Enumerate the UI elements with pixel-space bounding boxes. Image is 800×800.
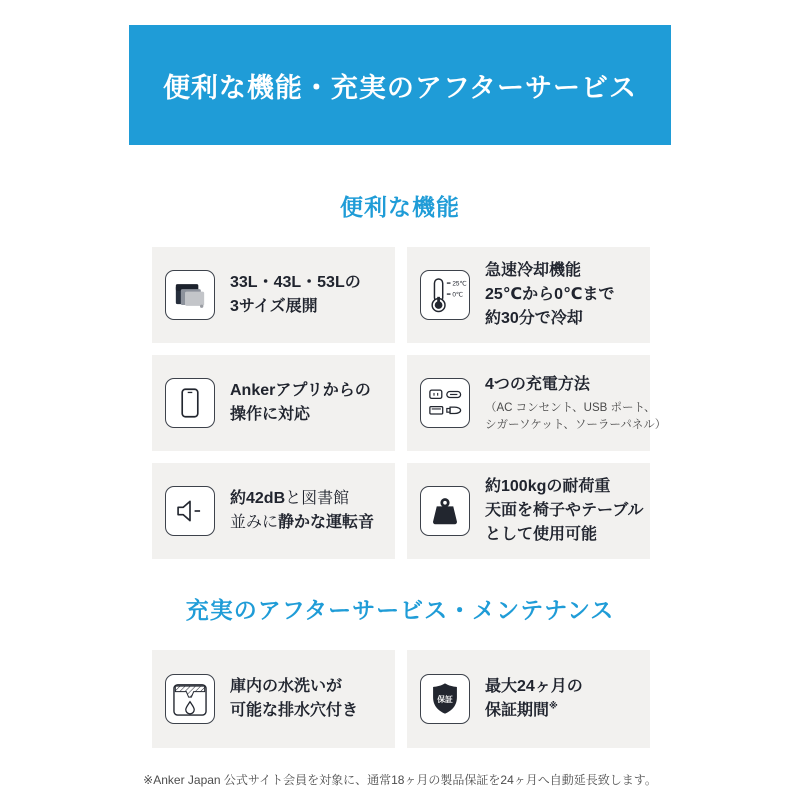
feature-card-charging xyxy=(407,355,667,451)
text-line: 可能な排水穴付き xyxy=(230,702,359,719)
text-line: 約30分で冷却 xyxy=(485,310,583,327)
quiet-library-regular: と図書館 xyxy=(285,490,350,507)
text-line: 4つの充電方法 xyxy=(485,375,590,393)
section2-title: 充実のアフターサービス・メンテナンス xyxy=(185,597,615,623)
text-line: 25℃から0℃まで xyxy=(485,286,615,303)
text-line: 3サイズ展開 xyxy=(230,298,318,315)
quiet-db-bold: 約42dB xyxy=(230,490,286,507)
feature-card-charging-text xyxy=(485,373,666,433)
text-line: Ankerアプリからの xyxy=(230,382,371,399)
feature-card-cooling xyxy=(407,247,650,343)
quiet-silent-bold: 静かな運転音 xyxy=(278,514,375,531)
charging-ports-icon xyxy=(420,378,470,428)
feature-card-load xyxy=(407,463,650,559)
header-banner xyxy=(129,25,671,145)
text-line: 庫内の水洗いが xyxy=(230,678,343,695)
text-line: 約100kgの耐荷重 xyxy=(485,478,611,495)
text-line: 最大24ヶ月の xyxy=(485,678,583,695)
speaker-icon xyxy=(165,486,215,536)
service-card-drain xyxy=(152,650,395,748)
service-card-warranty xyxy=(407,650,650,748)
service-card-drain-text xyxy=(230,675,358,723)
footnote: ※Anker Japan 公式サイト会員を対象に、通常18ヶ月の製品保証を24ヶ月へ自動延長致します。 xyxy=(143,773,657,787)
text-line: 33L・43L・53Lの xyxy=(230,274,361,291)
feature-card-quiet xyxy=(152,463,395,559)
coolers-icon xyxy=(165,270,215,320)
charging-methods-note xyxy=(485,400,666,433)
feature-card-cooling-text xyxy=(485,259,614,331)
thermometer-bottom-label: 0℃ xyxy=(452,291,464,299)
text-line: （AC コンセント、USB ポート、 xyxy=(485,401,656,414)
service-card-warranty-text xyxy=(485,675,583,723)
text-line: シガーソケット、ソーラーパネル） xyxy=(485,418,667,431)
feature-card-quiet-text xyxy=(230,487,374,535)
warranty-shield-icon xyxy=(420,674,470,724)
text-line xyxy=(485,699,583,723)
text-line xyxy=(230,487,374,511)
thermometer-icon xyxy=(420,270,470,320)
quiet-namini-regular: 並みに xyxy=(230,514,279,531)
text-line: 操作に対応 xyxy=(230,406,311,423)
smartphone-icon xyxy=(165,378,215,428)
warranty-period-text: 保証期間 xyxy=(485,702,550,719)
weight-icon xyxy=(420,486,470,536)
feature-card-app xyxy=(152,355,395,451)
feature-card-sizes xyxy=(152,247,395,343)
text-line: 天面を椅子やテーブル xyxy=(485,502,644,519)
warranty-badge-label: 保証 xyxy=(437,694,453,704)
warranty-note-mark: ※ xyxy=(549,700,558,711)
aftersales-grid xyxy=(152,650,650,748)
feature-card-sizes-text xyxy=(230,271,361,319)
text-line: として使用可能 xyxy=(485,526,598,543)
thermometer-top-label: 25℃ xyxy=(452,280,467,288)
text-line xyxy=(230,511,374,535)
drain-hole-icon xyxy=(165,674,215,724)
section1-title: 便利な機能 xyxy=(340,194,460,220)
text-line: 急速冷却機能 xyxy=(485,262,582,279)
features-grid xyxy=(152,247,667,559)
feature-card-load-text xyxy=(485,475,644,547)
feature-card-app-text xyxy=(230,379,371,427)
page-title: 便利な機能・充実のアフターサービス xyxy=(162,72,638,103)
